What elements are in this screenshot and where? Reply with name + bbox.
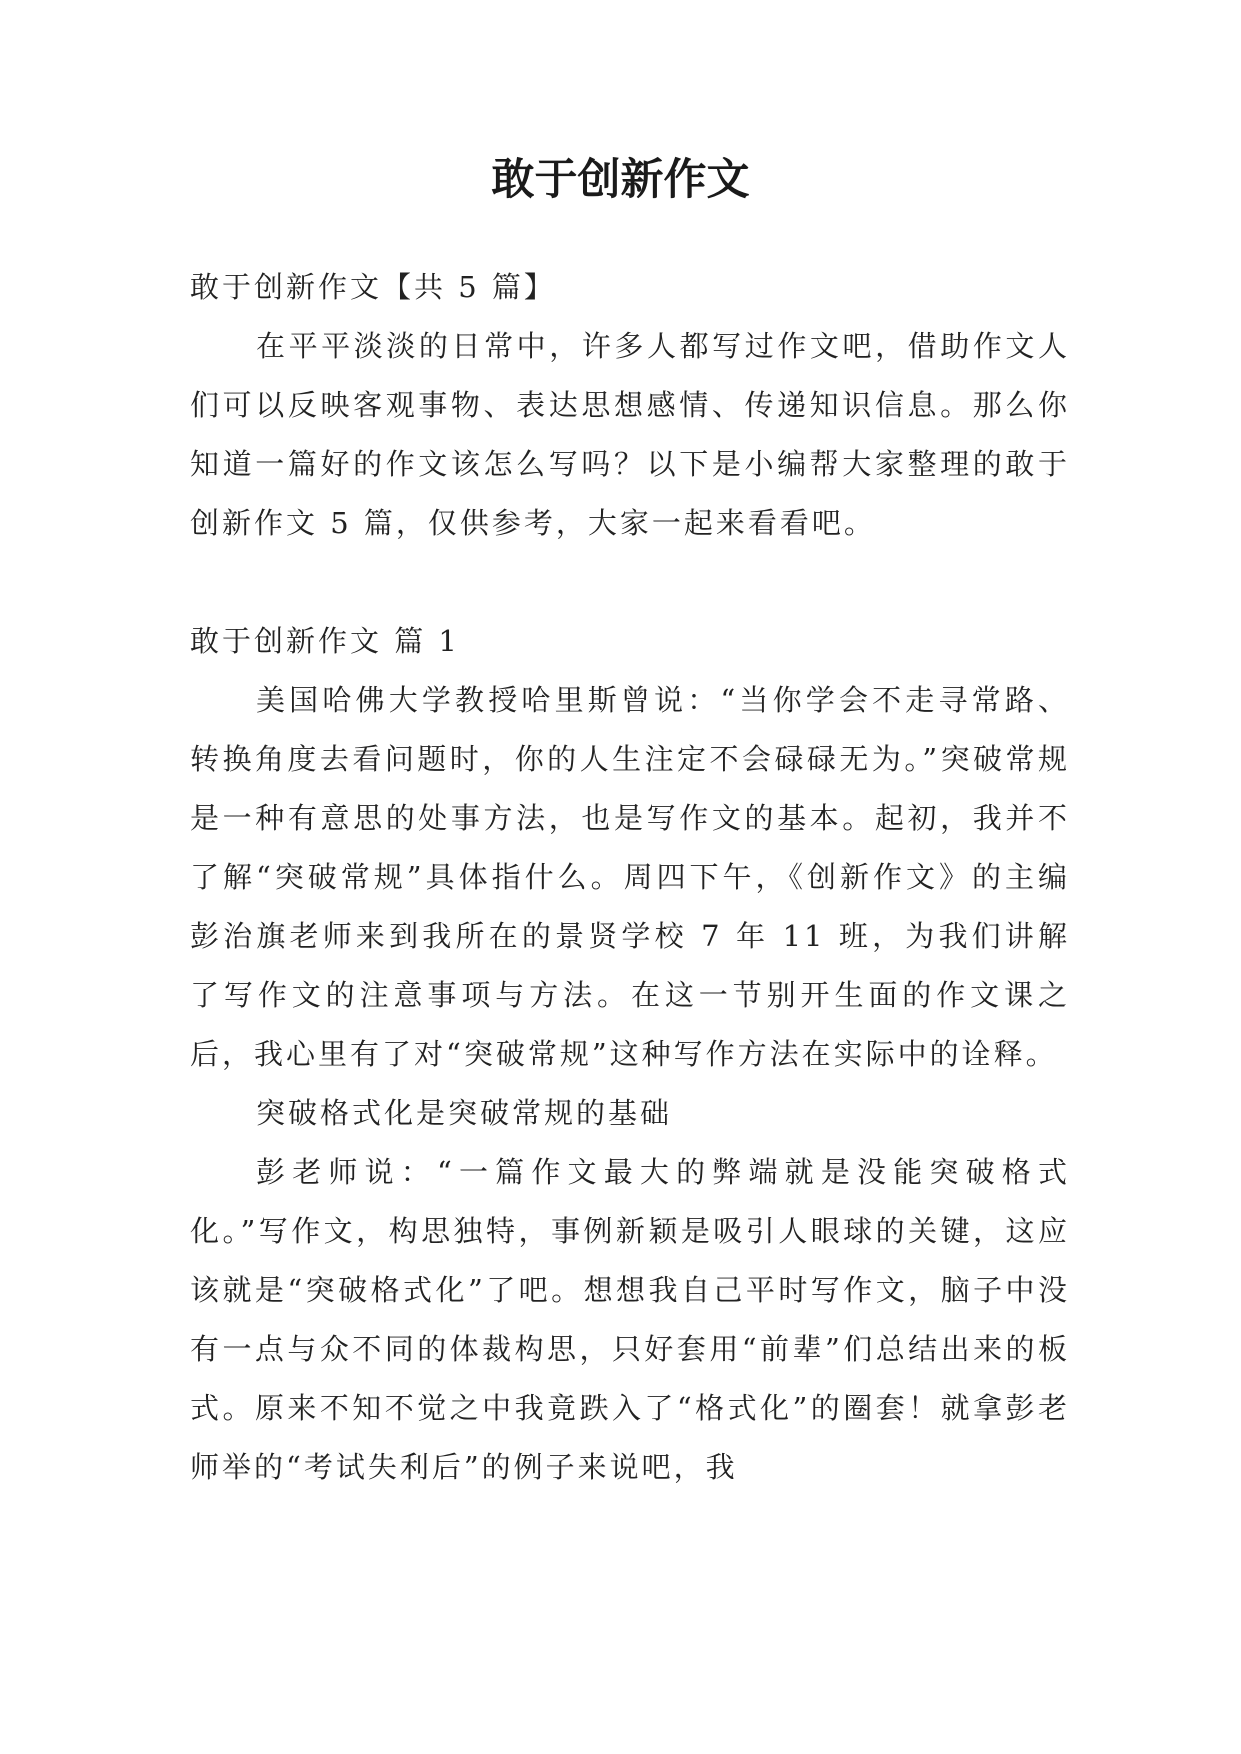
section-spacer [190, 553, 1070, 612]
document-body [190, 258, 1070, 1497]
document-title: 敢于创新作文 [491, 155, 750, 205]
intro-heading: 敢于创新作文【共 5 篇】 [190, 270, 556, 304]
section-heading: 敢于创新作文 篇 1 [190, 624, 460, 658]
body-paragraph: 彭老师说：“一篇作文最大的弊端就是没能突破格式化。”写作文，构思独特，事例新颖是吸引人眼球的关键，这应该就是“突破格式化”了吧。想想我自己平时写作文，脑子中没有一点与众不同的体裁构思，只好套用“前辈”们总结出来的板式。原来不知不觉之中我竟跌入了“格式化”的圈套！就拿彭老师举的“考试失利后”的例子来说吧，我 [190, 1155, 1070, 1484]
body-paragraph: 美国哈佛大学教授哈里斯曾说：“当你学会不走寻常路、转换角度去看问题时，你的人生注定不会碌碌无为。”突破常规是一种有意思的处事方法，也是写作文的基本。起初，我并不了解“突破常规”具体指什么。周四下午，《创新作文》的主编彭治旗老师来到我所在的景贤学校 7 年 11 班，为我们讲解了写作文的注意事项与方法。在这一节别开生面的作文课之后，我心里有了对“突破常规”这种写作方法在实际中的诠释。 [190, 683, 1070, 1071]
subheading-paragraph: 突破格式化是突破常规的基础 [256, 1096, 673, 1130]
intro-paragraph: 在平平淡淡的日常中，许多人都写过作文吧，借助作文人们可以反映客观事物、表达思想感情、传递知识信息。那么你知道一篇好的作文该怎么写吗？以下是小编帮大家整理的敢于创新作文 5 篇，仅供参考，大家一起来看看吧。 [190, 329, 1070, 540]
